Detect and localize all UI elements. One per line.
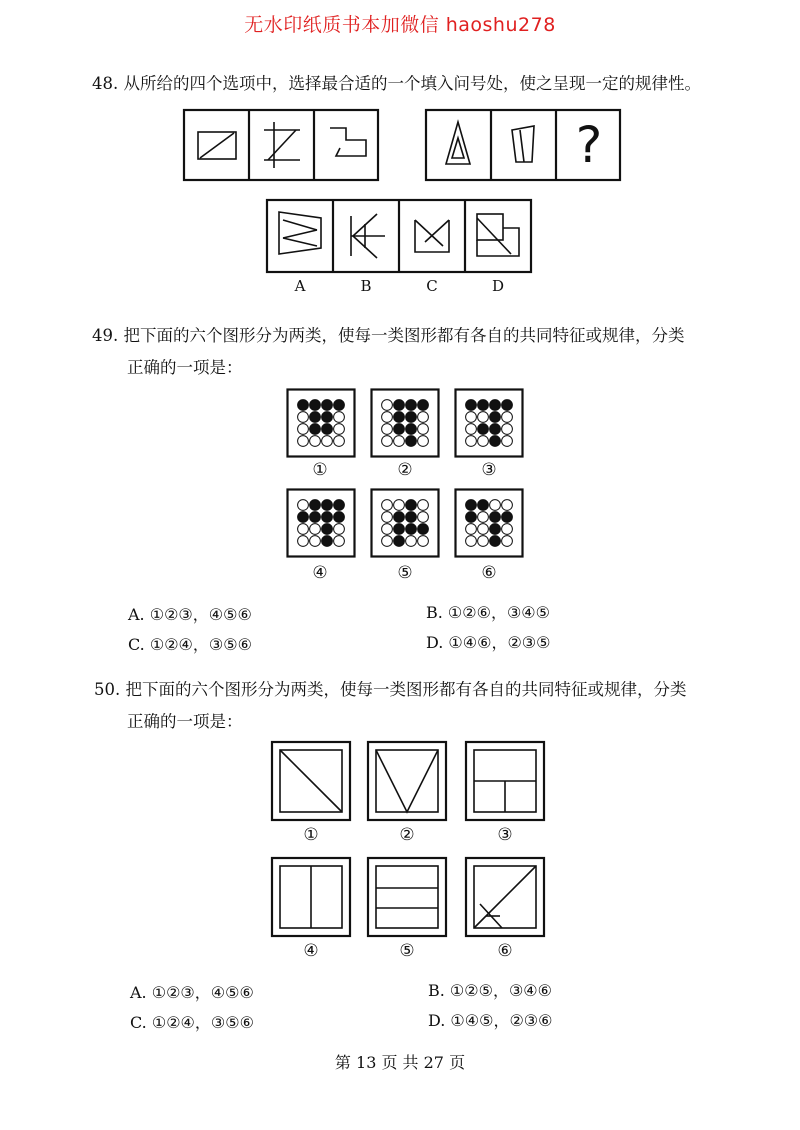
white-dot — [298, 424, 309, 435]
white-dot — [382, 424, 393, 435]
q50-figure-1 — [270, 740, 352, 822]
black-dot — [406, 412, 417, 423]
q49-label-2: ② — [397, 460, 413, 480]
white-dot — [502, 424, 513, 435]
black-dot — [394, 536, 405, 547]
dot-grid-frame — [372, 390, 439, 457]
q49-option-c[interactable]: C. ①②④，③⑤⑥ — [128, 635, 252, 654]
q48-seq-fig-5 — [512, 126, 534, 162]
black-dot — [334, 400, 345, 411]
q49-option-d[interactable]: D. ①④⑥，②③⑤ — [426, 633, 551, 652]
white-dot — [394, 436, 405, 447]
q49-figure-2 — [370, 388, 440, 458]
black-dot — [418, 400, 429, 411]
white-dot — [334, 524, 345, 535]
q49-label-4: ④ — [312, 563, 328, 583]
q50-figure-4 — [270, 856, 352, 938]
q49-text-line2: 正确的一项是： — [127, 358, 243, 377]
q48-option-label-b: B — [360, 277, 372, 295]
black-dot — [322, 512, 333, 523]
q49-figure-1 — [286, 388, 356, 458]
q49-figure-6 — [454, 488, 524, 558]
q50-option-b[interactable]: B. ①②⑤，③④⑥ — [428, 981, 552, 1000]
white-dot — [466, 436, 477, 447]
white-dot — [382, 500, 393, 511]
white-dot — [502, 524, 513, 535]
black-dot — [466, 512, 477, 523]
q50-label-3: ③ — [497, 825, 513, 845]
q48-seq-fig-3 — [330, 128, 366, 156]
black-dot — [406, 424, 417, 435]
white-dot — [334, 536, 345, 547]
white-dot — [310, 524, 321, 535]
white-dot — [298, 524, 309, 535]
black-dot — [394, 424, 405, 435]
black-dot — [322, 424, 333, 435]
white-dot — [298, 436, 309, 447]
q48-text: 48. 从所给的四个选项中，选择最合适的一个填入问号处，使之呈现一定的规律性。 — [92, 74, 701, 93]
black-dot — [502, 400, 513, 411]
question-mark: ? — [575, 116, 603, 174]
black-dot — [334, 500, 345, 511]
white-dot — [382, 524, 393, 535]
black-dot — [310, 412, 321, 423]
black-dot — [406, 436, 417, 447]
white-dot — [466, 524, 477, 535]
white-dot — [418, 412, 429, 423]
q50-label-6: ⑥ — [497, 941, 513, 961]
q48-option-label-d: D — [491, 277, 505, 295]
q49-label-1: ① — [312, 460, 328, 480]
dot-grid-frame — [288, 490, 355, 557]
black-dot — [490, 436, 501, 447]
black-dot — [418, 524, 429, 535]
q48-sequence-1 — [182, 108, 382, 182]
q50-label-2: ② — [399, 825, 415, 845]
q48-option-b-figure — [351, 214, 385, 258]
q50-option-c[interactable]: C. ①②④，③⑤⑥ — [130, 1013, 254, 1032]
black-dot — [394, 524, 405, 535]
q50-label-5: ⑤ — [399, 941, 415, 961]
white-dot — [334, 436, 345, 447]
q50-label-4: ④ — [303, 941, 319, 961]
white-dot — [466, 412, 477, 423]
white-dot — [502, 500, 513, 511]
black-dot — [310, 500, 321, 511]
q48-seq-fig-1 — [198, 132, 236, 159]
white-dot — [478, 436, 489, 447]
white-dot — [298, 536, 309, 547]
white-dot — [322, 436, 333, 447]
q49-label-5: ⑤ — [397, 563, 413, 583]
black-dot — [478, 400, 489, 411]
page-number: 第 13 页 共 27 页 — [334, 1053, 466, 1072]
q49-figure-3 — [454, 388, 524, 458]
black-dot — [406, 400, 417, 411]
white-dot — [298, 412, 309, 423]
q49-text-line1: 49. 把下面的六个图形分为两类，使每一类图形都有各自的共同特征或规律，分类 — [92, 326, 685, 345]
black-dot — [322, 400, 333, 411]
white-dot — [382, 536, 393, 547]
q50-option-d[interactable]: D. ①④⑤，②③⑥ — [428, 1011, 553, 1030]
white-dot — [406, 536, 417, 547]
black-dot — [394, 400, 405, 411]
q49-figure-5 — [370, 488, 440, 558]
black-dot — [322, 412, 333, 423]
black-dot — [310, 424, 321, 435]
black-dot — [490, 424, 501, 435]
black-dot — [298, 400, 309, 411]
black-dot — [322, 524, 333, 535]
black-dot — [466, 500, 477, 511]
white-dot — [394, 500, 405, 511]
white-dot — [382, 400, 393, 411]
q50-figure-2 — [366, 740, 448, 822]
white-dot — [334, 412, 345, 423]
q48-seq-fig-4 — [446, 122, 470, 164]
black-dot — [406, 500, 417, 511]
dot-grid-frame — [456, 390, 523, 457]
black-dot — [502, 512, 513, 523]
black-dot — [478, 500, 489, 511]
white-dot — [418, 436, 429, 447]
q48-option-label-c: C — [426, 277, 438, 295]
dot-grid-frame — [372, 490, 439, 557]
q48-seq-fig-2 — [264, 122, 300, 168]
q50-text-line2: 正确的一项是： — [127, 712, 243, 731]
black-dot — [322, 536, 333, 547]
q48-option-c-figure — [415, 220, 449, 252]
q48-options — [265, 198, 533, 274]
white-dot — [478, 512, 489, 523]
white-dot — [310, 436, 321, 447]
white-dot — [418, 536, 429, 547]
black-dot — [394, 412, 405, 423]
q49-label-3: ③ — [481, 460, 497, 480]
black-dot — [490, 536, 501, 547]
white-dot — [418, 512, 429, 523]
black-dot — [406, 524, 417, 535]
white-dot — [490, 500, 501, 511]
q49-option-a[interactable]: A. ①②③，④⑤⑥ — [128, 605, 252, 624]
q48-option-label-a: A — [294, 277, 306, 295]
black-dot — [406, 512, 417, 523]
black-dot — [466, 400, 477, 411]
black-dot — [334, 512, 345, 523]
white-dot — [382, 512, 393, 523]
white-dot — [502, 412, 513, 423]
black-dot — [490, 400, 501, 411]
white-dot — [418, 500, 429, 511]
q50-figure-3 — [464, 740, 546, 822]
black-dot — [394, 512, 405, 523]
q49-option-b[interactable]: B. ①②⑥，③④⑤ — [426, 603, 550, 622]
watermark-text: 无水印纸质书本加微信 haoshu278 — [244, 14, 556, 36]
q49-label-6: ⑥ — [481, 563, 497, 583]
black-dot — [490, 524, 501, 535]
white-dot — [466, 424, 477, 435]
dot-grid-frame — [288, 390, 355, 457]
white-dot — [502, 436, 513, 447]
white-dot — [310, 536, 321, 547]
black-dot — [310, 400, 321, 411]
white-dot — [466, 536, 477, 547]
white-dot — [478, 536, 489, 547]
white-dot — [478, 412, 489, 423]
black-dot — [478, 424, 489, 435]
white-dot — [334, 424, 345, 435]
black-dot — [298, 512, 309, 523]
q49-figure-4 — [286, 488, 356, 558]
black-dot — [322, 500, 333, 511]
white-dot — [298, 500, 309, 511]
white-dot — [502, 536, 513, 547]
q48-option-a-figure — [279, 212, 321, 254]
black-dot — [310, 512, 321, 523]
white-dot — [418, 424, 429, 435]
q50-label-1: ① — [303, 825, 319, 845]
dot-grid-frame — [456, 490, 523, 557]
q50-text-line1: 50. 把下面的六个图形分为两类，使每一类图形都有各自的共同特征或规律，分类 — [94, 680, 687, 699]
q48-option-d-figure — [477, 214, 519, 256]
white-dot — [478, 524, 489, 535]
white-dot — [382, 436, 393, 447]
black-dot — [490, 412, 501, 423]
q50-figure-6 — [464, 856, 546, 938]
black-dot — [490, 512, 501, 523]
q50-option-a[interactable]: A. ①②③，④⑤⑥ — [130, 983, 254, 1002]
white-dot — [382, 412, 393, 423]
q50-figure-5 — [366, 856, 448, 938]
